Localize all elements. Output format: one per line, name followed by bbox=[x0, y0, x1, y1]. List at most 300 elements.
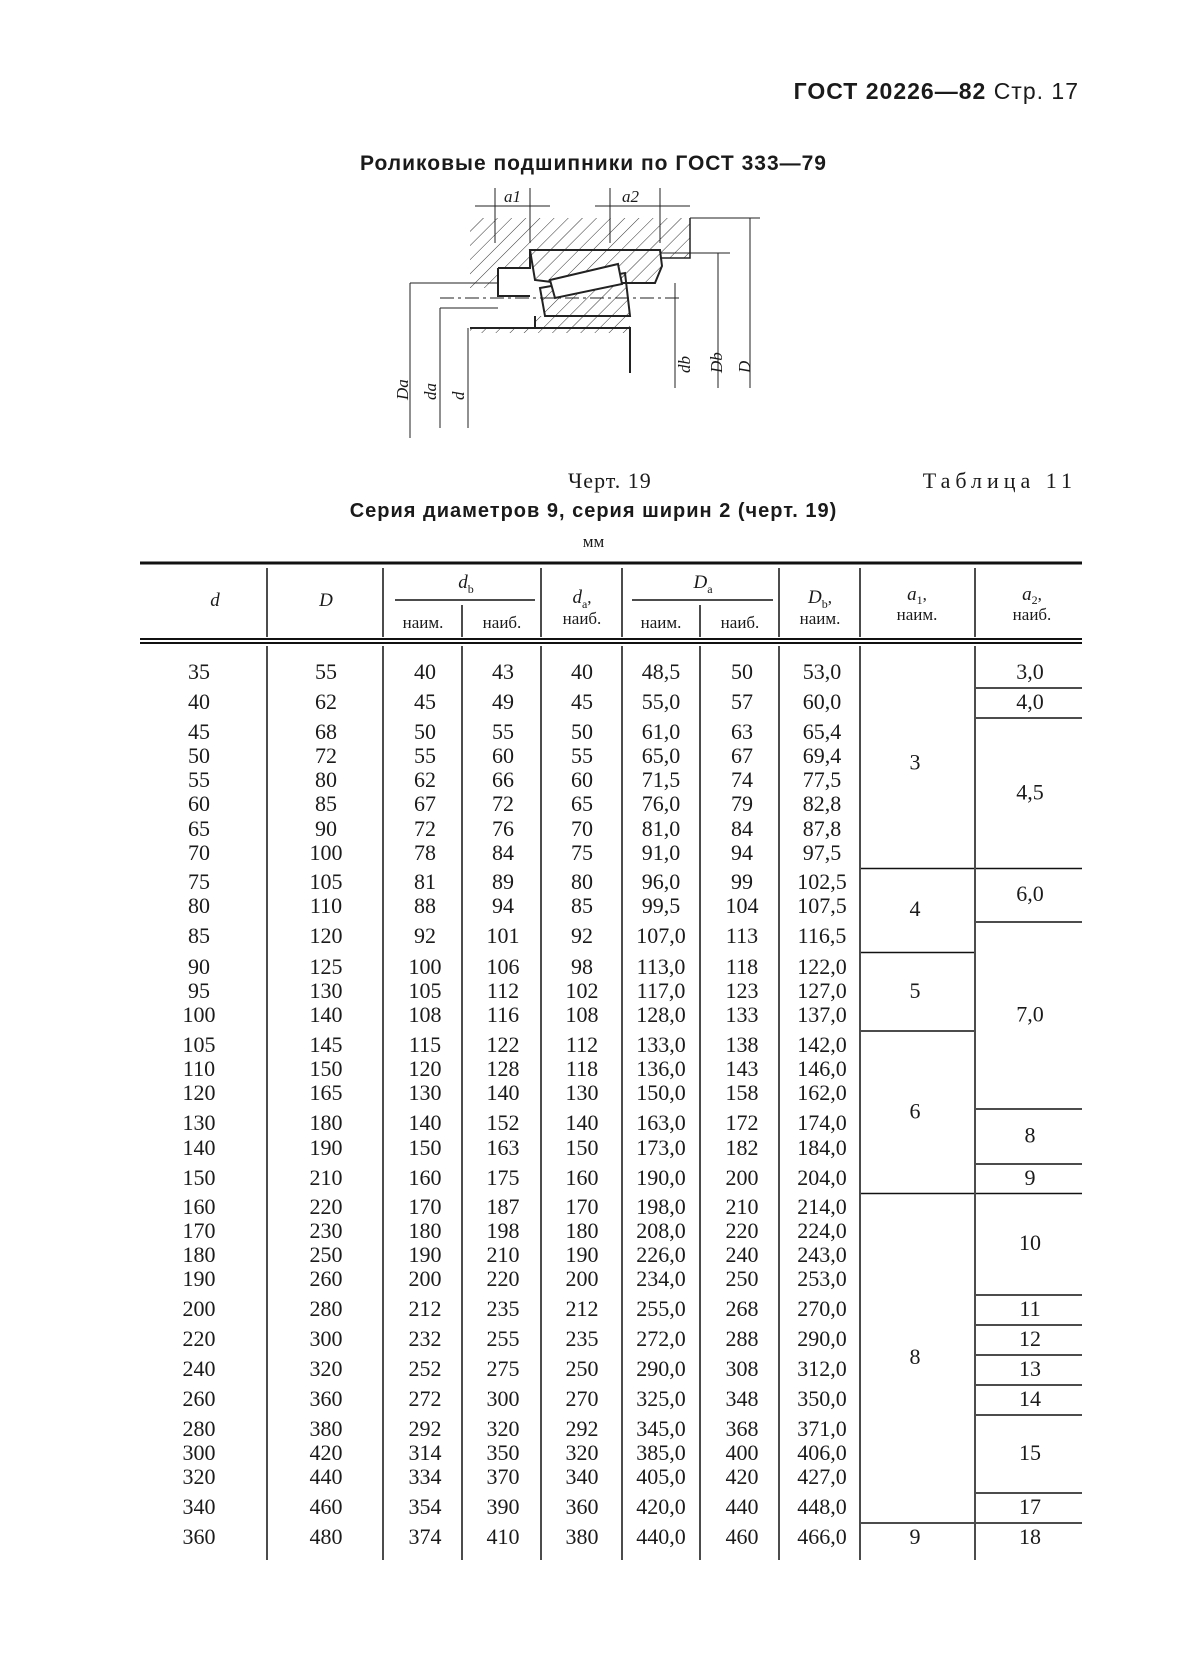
cell-d: 40 bbox=[188, 689, 210, 714]
a2-value: 11 bbox=[1019, 1296, 1041, 1321]
cell-db-min: 88 bbox=[414, 893, 436, 918]
cell-db-min: 81 bbox=[414, 869, 436, 894]
cell-Da-min: 190,0 bbox=[636, 1165, 686, 1190]
cell-db-min: 252 bbox=[408, 1356, 442, 1381]
cell-D: 210 bbox=[309, 1165, 343, 1190]
header-Da-max: наиб. bbox=[720, 613, 760, 632]
cell-d: 340 bbox=[182, 1494, 216, 1519]
cell-Db-min: 97,5 bbox=[802, 840, 842, 865]
cell-d: 85 bbox=[188, 923, 210, 948]
cell-d: 180 bbox=[182, 1242, 216, 1267]
cell-db-min: 45 bbox=[414, 689, 436, 714]
cell-D: 85 bbox=[315, 791, 337, 816]
cell-Da-max: 118 bbox=[725, 954, 759, 979]
cell-da-max: 340 bbox=[565, 1464, 599, 1489]
cell-da-max: 112 bbox=[565, 1032, 599, 1057]
table-row bbox=[188, 719, 841, 744]
cell-da-max: 45 bbox=[571, 689, 593, 714]
cell-d: 80 bbox=[188, 893, 210, 918]
cell-d: 220 bbox=[182, 1326, 216, 1351]
cell-Da-min: 96,0 bbox=[641, 869, 681, 894]
cell-da-max: 55 bbox=[571, 743, 593, 768]
cell-d: 70 bbox=[188, 840, 210, 865]
cell-Da-max: 220 bbox=[725, 1218, 759, 1243]
cell-Da-max: 113 bbox=[725, 923, 759, 948]
label-a2: a2 bbox=[622, 187, 639, 206]
a2-value: 14 bbox=[1019, 1386, 1041, 1411]
cell-D: 460 bbox=[309, 1494, 343, 1519]
cell-Da-max: 268 bbox=[725, 1296, 759, 1321]
cell-db-min: 334 bbox=[408, 1464, 442, 1489]
a2-value: 13 bbox=[1019, 1356, 1041, 1381]
table-row bbox=[188, 767, 841, 792]
cell-d: 55 bbox=[188, 767, 210, 792]
cell-D: 100 bbox=[309, 840, 343, 865]
cell-Da-max: 400 bbox=[725, 1440, 759, 1465]
a2-value: 18 bbox=[1019, 1524, 1041, 1549]
units-label: мм bbox=[582, 532, 605, 551]
a1-value: 3 bbox=[909, 749, 921, 775]
a1-value: 9 bbox=[909, 1524, 921, 1549]
cell-Da-max: 74 bbox=[731, 767, 753, 792]
figure-caption: Черт. 19 bbox=[568, 468, 652, 493]
cell-Db-min: 312,0 bbox=[797, 1356, 847, 1381]
cell-Da-min: 290,0 bbox=[636, 1356, 686, 1381]
cell-Db-min: 224,0 bbox=[797, 1218, 847, 1243]
cell-db-min: 40 bbox=[414, 659, 436, 684]
cell-Da-min: 208,0 bbox=[636, 1218, 686, 1243]
cell-Da-min: 163,0 bbox=[636, 1110, 686, 1135]
cell-da-max: 40 bbox=[571, 659, 593, 684]
cell-D: 190 bbox=[309, 1135, 343, 1160]
cell-db-min: 200 bbox=[408, 1266, 442, 1291]
cell-D: 440 bbox=[309, 1464, 343, 1489]
cell-Db-min: 127,0 bbox=[797, 978, 847, 1003]
cell-db-max: 255 bbox=[486, 1326, 520, 1351]
cell-Da-min: 117,0 bbox=[636, 978, 686, 1003]
header-a1: $a_1$, bbox=[907, 584, 927, 607]
cell-D: 80 bbox=[315, 767, 337, 792]
cell-d: 130 bbox=[182, 1110, 216, 1135]
cell-Da-max: 84 bbox=[731, 816, 753, 841]
table-row bbox=[183, 1194, 847, 1219]
table-title: Серия диаметров 9, серия ширин 2 (черт. 19) bbox=[349, 500, 838, 522]
table-row bbox=[183, 1002, 847, 1027]
cell-db-max: 220 bbox=[486, 1266, 520, 1291]
page-number: Стр. 17 bbox=[993, 78, 1079, 104]
cell-db-max: 140 bbox=[486, 1080, 520, 1105]
cell-d: 280 bbox=[182, 1416, 216, 1441]
cell-D: 180 bbox=[309, 1110, 343, 1135]
cell-d: 100 bbox=[182, 1002, 216, 1027]
cell-Da-max: 79 bbox=[731, 791, 753, 816]
cell-D: 420 bbox=[309, 1440, 343, 1465]
a2-value: 6,0 bbox=[1016, 881, 1044, 906]
cell-d: 240 bbox=[182, 1356, 216, 1381]
cell-db-min: 314 bbox=[408, 1440, 442, 1465]
cell-d: 105 bbox=[182, 1032, 216, 1057]
table-row bbox=[183, 1296, 847, 1321]
cell-Db-min: 270,0 bbox=[797, 1296, 847, 1321]
a2-value: 9 bbox=[1024, 1165, 1036, 1190]
cell-db-max: 175 bbox=[486, 1165, 520, 1190]
cell-d: 140 bbox=[182, 1135, 216, 1160]
cell-Db-min: 107,5 bbox=[797, 893, 847, 918]
cell-da-max: 212 bbox=[565, 1296, 599, 1321]
section-title: Роликовые подшипники по ГОСТ 333—79 bbox=[360, 152, 827, 175]
cell-db-max: 55 bbox=[492, 719, 514, 744]
table-row bbox=[183, 1135, 847, 1160]
cell-Da-min: 420,0 bbox=[636, 1494, 686, 1519]
cell-db-max: 116 bbox=[486, 1002, 520, 1027]
header-d: d bbox=[210, 590, 220, 611]
cell-db-max: 350 bbox=[486, 1440, 520, 1465]
cell-Da-max: 50 bbox=[731, 659, 753, 684]
cell-Da-max: 250 bbox=[725, 1266, 759, 1291]
cell-Db-min: 53,0 bbox=[802, 659, 842, 684]
cell-d: 300 bbox=[182, 1440, 216, 1465]
table-row bbox=[188, 978, 847, 1003]
cell-Da-max: 67 bbox=[731, 743, 753, 768]
cell-Da-min: 48,5 bbox=[641, 659, 681, 684]
cell-Db-min: 162,0 bbox=[797, 1080, 847, 1105]
a2-value: 10 bbox=[1019, 1230, 1041, 1255]
cell-Da-min: 136,0 bbox=[636, 1056, 686, 1081]
cell-D: 150 bbox=[309, 1056, 343, 1081]
cell-Da-max: 210 bbox=[725, 1194, 759, 1219]
cell-Db-min: 69,4 bbox=[802, 743, 842, 768]
cell-db-min: 292 bbox=[408, 1416, 442, 1441]
cell-da-max: 180 bbox=[565, 1218, 599, 1243]
label-d: d bbox=[449, 391, 468, 400]
cell-Db-min: 116,5 bbox=[797, 923, 847, 948]
table-row bbox=[188, 869, 847, 894]
cell-Da-max: 94 bbox=[731, 840, 753, 865]
cell-db-min: 170 bbox=[408, 1194, 442, 1219]
cell-da-max: 140 bbox=[565, 1110, 599, 1135]
table-row bbox=[183, 1218, 847, 1243]
table-row bbox=[188, 954, 847, 979]
cell-db-min: 108 bbox=[408, 1002, 442, 1027]
cell-Da-min: 325,0 bbox=[636, 1386, 686, 1411]
a2-value: 17 bbox=[1019, 1494, 1041, 1519]
cell-D: 300 bbox=[309, 1326, 343, 1351]
a2-value: 8 bbox=[1024, 1122, 1036, 1148]
cell-Db-min: 82,8 bbox=[802, 791, 842, 816]
cell-d: 160 bbox=[182, 1194, 216, 1219]
cell-Db-min: 87,8 bbox=[802, 816, 842, 841]
a1-value: 6 bbox=[909, 1098, 921, 1124]
cell-db-min: 374 bbox=[408, 1524, 442, 1549]
cell-Db-min: 77,5 bbox=[802, 767, 842, 792]
cell-db-min: 160 bbox=[408, 1165, 442, 1190]
cell-db-min: 55 bbox=[414, 743, 436, 768]
cell-da-max: 250 bbox=[565, 1356, 599, 1381]
cell-db-max: 235 bbox=[486, 1296, 520, 1321]
cell-Da-min: 150,0 bbox=[636, 1080, 686, 1105]
cell-D: 125 bbox=[309, 954, 343, 979]
cell-db-min: 120 bbox=[408, 1056, 442, 1081]
cell-Da-min: 61,0 bbox=[641, 719, 681, 744]
cell-db-min: 67 bbox=[414, 791, 436, 816]
cell-db-min: 354 bbox=[408, 1494, 442, 1519]
a2-value: 15 bbox=[1019, 1440, 1041, 1465]
cell-d: 90 bbox=[188, 954, 210, 979]
cell-Db-min: 427,0 bbox=[797, 1464, 847, 1489]
cell-Da-max: 460 bbox=[725, 1524, 759, 1549]
cell-da-max: 50 bbox=[571, 719, 593, 744]
table-row bbox=[183, 1464, 847, 1489]
cell-db-max: 198 bbox=[486, 1218, 520, 1243]
cell-Da-max: 63 bbox=[731, 719, 753, 744]
cell-db-max: 152 bbox=[486, 1110, 520, 1135]
cell-db-max: 94 bbox=[492, 893, 514, 918]
cell-db-min: 130 bbox=[408, 1080, 442, 1105]
label-db: db bbox=[675, 356, 694, 373]
cell-Da-min: 405,0 bbox=[636, 1464, 686, 1489]
cell-Da-max: 288 bbox=[725, 1326, 759, 1351]
cell-D: 68 bbox=[315, 719, 337, 744]
cell-Da-min: 133,0 bbox=[636, 1032, 686, 1057]
cell-d: 200 bbox=[182, 1296, 216, 1321]
cell-Db-min: 60,0 bbox=[802, 689, 842, 714]
header-db: $d_b$ bbox=[458, 572, 474, 596]
table-body bbox=[183, 659, 847, 1549]
cell-Da-min: 76,0 bbox=[641, 791, 681, 816]
table-row bbox=[183, 1056, 847, 1081]
cell-db-max: 187 bbox=[486, 1194, 520, 1219]
cell-Da-max: 240 bbox=[725, 1242, 759, 1267]
cell-d: 260 bbox=[182, 1386, 216, 1411]
cell-d: 75 bbox=[188, 869, 210, 894]
table-row bbox=[183, 1165, 847, 1190]
cell-db-max: 101 bbox=[486, 923, 520, 948]
cell-db-min: 50 bbox=[414, 719, 436, 744]
table-row bbox=[183, 1386, 847, 1411]
cell-db-min: 115 bbox=[408, 1032, 442, 1057]
cell-Da-max: 420 bbox=[725, 1464, 759, 1489]
cell-Da-min: 198,0 bbox=[636, 1194, 686, 1219]
header-a1-min: наим. bbox=[896, 605, 938, 624]
cell-db-max: 210 bbox=[486, 1242, 520, 1267]
cell-D: 480 bbox=[309, 1524, 343, 1549]
a1-value: 8 bbox=[909, 1344, 921, 1369]
cell-db-min: 150 bbox=[408, 1135, 442, 1160]
cell-Db-min: 142,0 bbox=[797, 1032, 847, 1057]
label-da: da bbox=[421, 383, 440, 400]
cell-db-max: 72 bbox=[492, 791, 514, 816]
cell-d: 50 bbox=[188, 743, 210, 768]
cell-da-max: 160 bbox=[565, 1165, 599, 1190]
table-row bbox=[183, 1440, 847, 1465]
group-dividers bbox=[861, 688, 1082, 1523]
cell-Da-max: 138 bbox=[725, 1032, 759, 1057]
cell-Db-min: 350,0 bbox=[797, 1386, 847, 1411]
cell-Da-min: 128,0 bbox=[636, 1002, 686, 1027]
cell-Da-max: 172 bbox=[725, 1110, 759, 1135]
table-row bbox=[188, 659, 841, 684]
cell-da-max: 200 bbox=[565, 1266, 599, 1291]
label-Da: Da bbox=[393, 379, 412, 400]
cell-D: 320 bbox=[309, 1356, 343, 1381]
table-row bbox=[183, 1416, 847, 1441]
cell-Db-min: 448,0 bbox=[797, 1494, 847, 1519]
table-row bbox=[183, 1110, 847, 1135]
cell-Da-max: 57 bbox=[731, 689, 753, 714]
table-row bbox=[183, 1326, 847, 1351]
cell-db-min: 92 bbox=[414, 923, 436, 948]
cell-db-max: 320 bbox=[486, 1416, 520, 1441]
cell-da-max: 235 bbox=[565, 1326, 599, 1351]
cell-db-max: 84 bbox=[492, 840, 514, 865]
cell-Db-min: 243,0 bbox=[797, 1242, 847, 1267]
header-Da: $D_a$ bbox=[693, 572, 713, 596]
cell-d: 65 bbox=[188, 816, 210, 841]
cell-Da-min: 255,0 bbox=[636, 1296, 686, 1321]
cell-db-max: 390 bbox=[486, 1494, 520, 1519]
cell-Da-min: 272,0 bbox=[636, 1326, 686, 1351]
cell-da-max: 80 bbox=[571, 869, 593, 894]
cell-da-max: 380 bbox=[565, 1524, 599, 1549]
table-row bbox=[183, 1080, 847, 1105]
cell-Da-min: 71,5 bbox=[641, 767, 681, 792]
cell-Da-max: 123 bbox=[725, 978, 759, 1003]
a2-value: 3,0 bbox=[1016, 659, 1044, 684]
table-row bbox=[183, 1524, 847, 1549]
cell-D: 62 bbox=[315, 689, 337, 714]
cell-db-min: 212 bbox=[408, 1296, 442, 1321]
cell-Db-min: 290,0 bbox=[797, 1326, 847, 1351]
cell-d: 95 bbox=[188, 978, 210, 1003]
header-Da-min: наим. bbox=[640, 613, 682, 632]
cell-da-max: 170 bbox=[565, 1194, 599, 1219]
cell-Da-max: 99 bbox=[731, 869, 753, 894]
cell-d: 60 bbox=[188, 791, 210, 816]
cell-db-max: 128 bbox=[486, 1056, 520, 1081]
cell-D: 120 bbox=[309, 923, 343, 948]
header-da-max: наиб. bbox=[562, 609, 602, 628]
cell-da-max: 130 bbox=[565, 1080, 599, 1105]
cell-Db-min: 214,0 bbox=[797, 1194, 847, 1219]
cell-db-max: 76 bbox=[492, 816, 514, 841]
cell-d: 170 bbox=[182, 1218, 216, 1243]
header-a2-max: наиб. bbox=[1012, 605, 1052, 624]
cell-da-max: 92 bbox=[571, 923, 593, 948]
cell-Da-min: 91,0 bbox=[641, 840, 681, 865]
cell-Da-min: 440,0 bbox=[636, 1524, 686, 1549]
cell-Da-max: 104 bbox=[725, 893, 759, 918]
cell-db-min: 272 bbox=[408, 1386, 442, 1411]
table-row bbox=[183, 1266, 847, 1291]
cell-Db-min: 65,4 bbox=[802, 719, 842, 744]
cell-db-max: 89 bbox=[492, 869, 514, 894]
cell-Da-min: 345,0 bbox=[636, 1416, 686, 1441]
cell-da-max: 102 bbox=[565, 978, 599, 1003]
header-db-max: наиб. bbox=[482, 613, 522, 632]
cell-db-max: 370 bbox=[486, 1464, 520, 1489]
cell-Da-min: 113,0 bbox=[636, 954, 686, 979]
header-D: D bbox=[319, 590, 333, 611]
cell-db-min: 180 bbox=[408, 1218, 442, 1243]
cell-db-max: 410 bbox=[486, 1524, 520, 1549]
cell-Da-min: 234,0 bbox=[636, 1266, 686, 1291]
a2-value: 12 bbox=[1019, 1326, 1041, 1351]
cell-da-max: 190 bbox=[565, 1242, 599, 1267]
cell-da-max: 85 bbox=[571, 893, 593, 918]
table-row bbox=[188, 816, 841, 841]
cell-db-min: 100 bbox=[408, 954, 442, 979]
cell-D: 140 bbox=[309, 1002, 343, 1027]
cell-D: 280 bbox=[309, 1296, 343, 1321]
cell-D: 130 bbox=[309, 978, 343, 1003]
cell-db-max: 60 bbox=[492, 743, 514, 768]
cell-db-min: 78 bbox=[414, 840, 436, 865]
cell-db-min: 105 bbox=[408, 978, 442, 1003]
cell-Db-min: 406,0 bbox=[797, 1440, 847, 1465]
cell-da-max: 108 bbox=[565, 1002, 599, 1027]
table-row bbox=[188, 791, 841, 816]
cell-d: 120 bbox=[182, 1080, 216, 1105]
cell-da-max: 98 bbox=[571, 954, 593, 979]
cell-da-max: 360 bbox=[565, 1494, 599, 1519]
cell-d: 320 bbox=[182, 1464, 216, 1489]
cell-d: 45 bbox=[188, 719, 210, 744]
cell-Db-min: 204,0 bbox=[797, 1165, 847, 1190]
label-D: D bbox=[735, 360, 754, 373]
cell-da-max: 118 bbox=[565, 1056, 599, 1081]
header-Db: $D_b$, bbox=[808, 587, 832, 611]
cell-Da-max: 308 bbox=[725, 1356, 759, 1381]
cell-Da-max: 133 bbox=[725, 1002, 759, 1027]
cell-db-max: 106 bbox=[486, 954, 520, 979]
cell-Da-min: 99,5 bbox=[641, 893, 681, 918]
table-row bbox=[183, 1032, 847, 1057]
cell-Da-max: 158 bbox=[725, 1080, 759, 1105]
cell-D: 55 bbox=[315, 659, 337, 684]
cell-Da-min: 65,0 bbox=[641, 743, 681, 768]
cell-Da-max: 348 bbox=[725, 1386, 759, 1411]
cell-db-min: 72 bbox=[414, 816, 436, 841]
cell-D: 230 bbox=[309, 1218, 343, 1243]
cell-d: 110 bbox=[182, 1056, 216, 1081]
table-row bbox=[188, 840, 841, 865]
cell-Da-min: 385,0 bbox=[636, 1440, 686, 1465]
cell-db-max: 112 bbox=[486, 978, 520, 1003]
cell-da-max: 292 bbox=[565, 1416, 599, 1441]
cell-db-max: 275 bbox=[486, 1356, 520, 1381]
cell-D: 360 bbox=[309, 1386, 343, 1411]
a2-value: 4,0 bbox=[1016, 689, 1044, 714]
a2-value: 4,5 bbox=[1016, 779, 1044, 805]
cell-da-max: 270 bbox=[565, 1386, 599, 1411]
a2-value: 7,0 bbox=[1016, 1001, 1044, 1027]
cell-Db-min: 371,0 bbox=[797, 1416, 847, 1441]
cell-Db-min: 122,0 bbox=[797, 954, 847, 979]
cell-d: 360 bbox=[182, 1524, 216, 1549]
a1-value: 5 bbox=[909, 978, 921, 1003]
cell-Da-min: 226,0 bbox=[636, 1242, 686, 1267]
cell-Db-min: 466,0 bbox=[797, 1524, 847, 1549]
cell-D: 250 bbox=[309, 1242, 343, 1267]
cell-D: 105 bbox=[309, 869, 343, 894]
cell-da-max: 150 bbox=[565, 1135, 599, 1160]
cell-db-min: 190 bbox=[408, 1242, 442, 1267]
cell-Da-min: 81,0 bbox=[641, 816, 681, 841]
label-Db: Db bbox=[707, 352, 726, 373]
cell-D: 260 bbox=[309, 1266, 343, 1291]
a1-value: 4 bbox=[909, 896, 921, 921]
cell-db-max: 49 bbox=[492, 689, 514, 714]
